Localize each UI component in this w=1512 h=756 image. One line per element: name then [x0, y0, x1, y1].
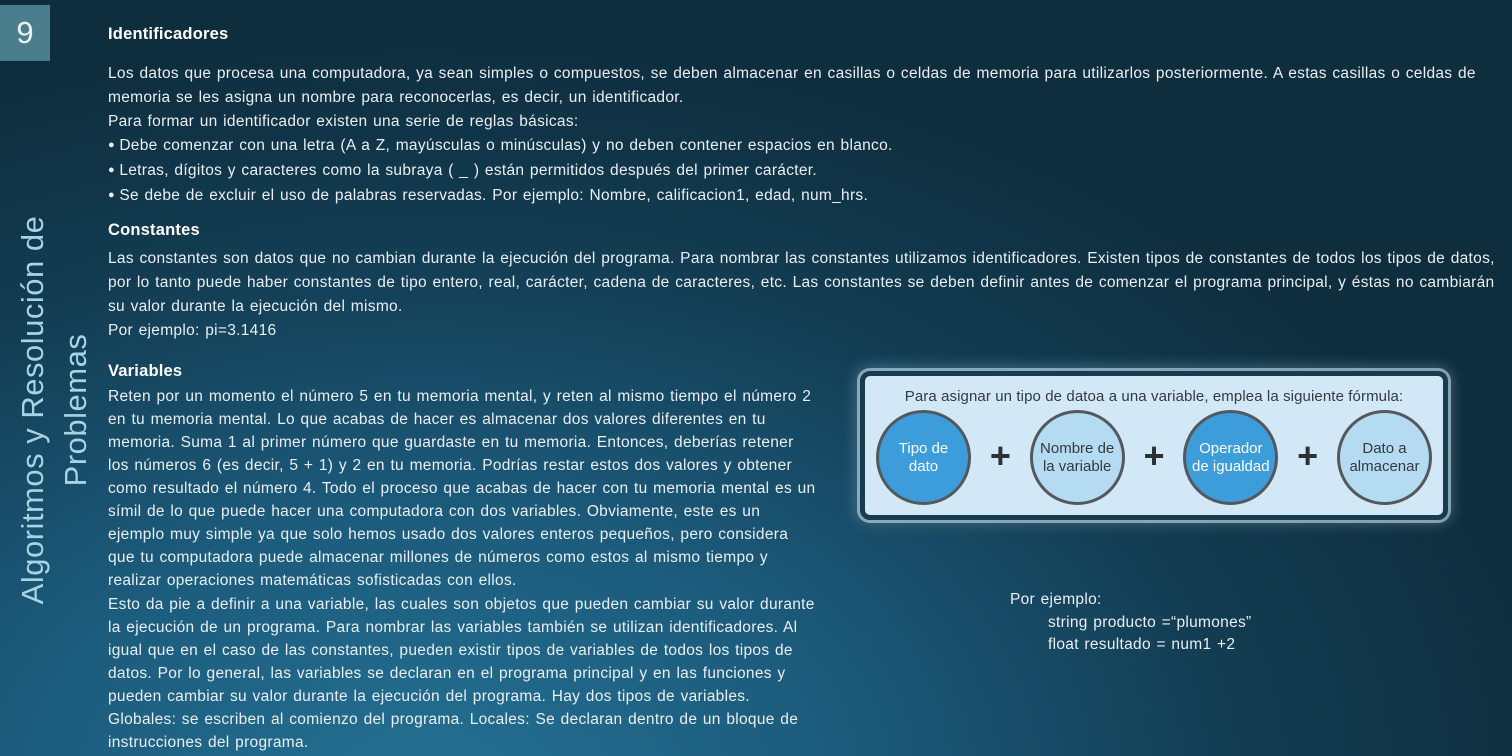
example-code-line: float resultado = num1 +2 [1048, 636, 1236, 653]
heading-constantes: Constantes [108, 221, 200, 239]
example-title: Por ejemplo: [1010, 591, 1102, 608]
formula-circle-label: Nombre de la variable [1040, 439, 1115, 475]
page-number: 9 [16, 15, 34, 50]
rule-item: ● Letras, dígitos y caracteres como la subraya ( _ ) están permitidos después del primer carácter. [108, 159, 1508, 184]
heading-variables: Variables [108, 362, 183, 380]
identificadores-rules-list [108, 134, 1508, 209]
variables-paragraph-2: Esto da pie a definir a una variable, las cuales son objetos que pueden cambiar su valor durante la ejecución de un programa. Para nombrar las variables también se utilizan identificadores. Al igual que en el caso de las constantes, pueden existir tipos de variables de todos los tipos de datos. Por lo general, las variables se declaran en el programa principal y en las funciones y pueden cambiar su valor durante la ejecución del programa. Hay dos tipos de variables. Globales: se escriben al comienzo del programa. Locales: Se declaran dentro de un bloque de instrucciones del programa. [108, 596, 815, 751]
formula-circle-operador-igualdad [1183, 410, 1278, 505]
variables-example-block [1010, 589, 1252, 657]
plus-icon: + [1143, 434, 1165, 476]
variables-paragraph-1: Reten por un momento el número 5 en tu memoria mental, y reten al mismo tiempo el número 2 en tu memoria mental. Lo que acabas de hacer es almacenar dos valores diferentes en tu memoria. Suma 1 al primer número que guardaste en tu memoria. Entonces, deberías retener los números 6 (es decir, 5 + 1) y 2 en tu memoria. Podrías restar estos dos valores y obtener como resultado el número 4. Todo el proceso que acabas de hacer con tu memoria mental es un símil de lo que puede hacer una computadora con dos variables. Obviamente, este es un ejemplo muy simple ya que solo hemos usado dos valores enteros pequeños, pero considera que tu computadora puede almacenar millones de números como estos al mismo tiempo y realizar operaciones matemáticas sofisticadas con ellos. [108, 388, 816, 589]
formula-row [865, 405, 1443, 505]
formula-circle-label: Dato a almacenar [1349, 439, 1420, 475]
rule-item: ● Se debe de excluir el uso de palabras reservadas. Por ejemplo: Nombre, calificacion1, edad, num_hrs. [108, 184, 1508, 209]
constantes-example: Por ejemplo: pi=3.1416 [108, 322, 277, 339]
page-number-badge [0, 5, 50, 61]
formula-box [860, 371, 1448, 520]
plus-icon: + [1297, 434, 1319, 476]
formula-circle-dato-almacenar [1337, 410, 1432, 505]
side-title-line2: Problemas [58, 333, 93, 487]
heading-identificadores: Identificadores [108, 25, 229, 43]
formula-circle-tipo-de-dato [876, 410, 971, 505]
constantes-body: Las constantes son datos que no cambian durante la ejecución del programa. Para nombrar las constantes utilizamos identificadores. Existen tipos de constantes de todos los tipos de datos, por lo tanto puede haber constantes de tipo entero, real, carácter, cadena de caracteres, etc. Las constantes se deben definir antes de comenzar el programa principal, y éstas no cambiarán su valor durante la ejecución del mismo. [108, 250, 1495, 315]
identificadores-rules-intro: Para formar un identificador existen una serie de reglas básicas: [108, 113, 579, 130]
plus-icon: + [989, 434, 1011, 476]
variables-text-column [108, 385, 816, 754]
rule-item: ● Debe comenzar con una letra (A a Z, mayúsculas o minúsculas) y no deben contener espacios en blanco. [108, 134, 1508, 159]
formula-box-title: Para asignar un tipo de datoa a una variable, emplea la siguiente fórmula: [904, 388, 1404, 405]
side-title-line1: Algoritmos y Resolución de [15, 215, 50, 605]
identificadores-intro: Los datos que procesa una computadora, ya sean simples o compuestos, se deben almacenar en casillas o celdas de memoria para utilizarlos posteriormente. A estas casillas o celdas de memoria se les asigna un nombre para reconocerlas, es decir, un identificador. [108, 65, 1476, 106]
formula-circle-label: Operador de igualdad [1192, 439, 1270, 475]
side-title [11, 90, 99, 730]
formula-circle-label: Tipo de dato [898, 439, 949, 475]
example-code-line: string producto =“plumones” [1048, 613, 1252, 631]
formula-circle-nombre-variable [1030, 410, 1125, 505]
